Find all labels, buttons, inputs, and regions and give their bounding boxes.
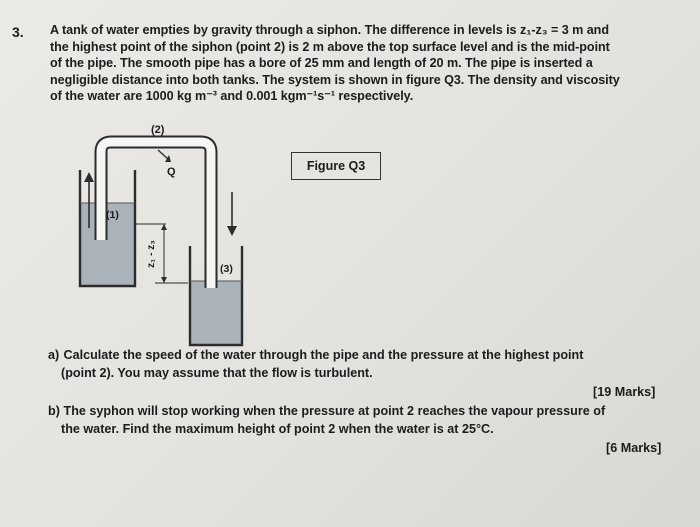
question-intro xyxy=(50,22,660,105)
part-b-letter: b) xyxy=(48,404,60,418)
intro-line-3: of the pipe. The smooth pipe has a bore of 25 mm and length of 20 m. The pipe is inserted a xyxy=(50,56,593,70)
up-arrow-head xyxy=(84,172,94,182)
point-2-label: (2) xyxy=(151,124,165,136)
intro-line-2: the highest point of the siphon (point 2) is 2 m above the top surface level and is the mid-point xyxy=(50,39,610,54)
part-a xyxy=(48,346,658,382)
part-a-line-1: Calculate the speed of the water through the pipe and the pressure at the highest point xyxy=(63,348,584,362)
part-b-marks: [6 Marks] xyxy=(606,441,662,455)
intro-line-5: of the water are 1000 kg m⁻³ and 0.001 kgm⁻¹s⁻¹ respectively. xyxy=(50,89,414,103)
part-a-letter: a) xyxy=(48,348,60,362)
height-dim-arrow-top xyxy=(161,224,167,230)
part-a-line-2: (point 2). You may assume that the flow is turbulent. xyxy=(61,366,373,380)
flow-arrow-shaft xyxy=(158,150,168,159)
question-number: 3. xyxy=(12,24,24,40)
part-a-marks: [19 Marks] xyxy=(593,385,656,399)
flow-arrow-head xyxy=(165,155,171,162)
height-label: z₁ - z₃ xyxy=(146,240,157,268)
figure-caption: Figure Q3 xyxy=(291,152,381,180)
intro-line-4: negligible distance into both tanks. The system is shown in figure Q3. The density and viscosity xyxy=(50,72,620,87)
point-3-label: (3) xyxy=(220,263,233,275)
part-b xyxy=(48,402,668,438)
right-tank-water xyxy=(190,281,242,345)
flow-label: Q xyxy=(167,166,176,178)
intro-line-1: A tank of water empties by gravity through a siphon. The difference in levels is z₁-z₃ = 3 m and xyxy=(50,23,609,37)
part-b-line-2: the water. Find the maximum height of point 2 when the water is at 25°C. xyxy=(61,422,494,436)
point-1-label: (1) xyxy=(106,209,119,221)
height-dim-arrow-bottom xyxy=(161,277,167,283)
part-b-line-1: The syphon will stop working when the pressure at point 2 reaches the vapour pressure of xyxy=(63,404,606,418)
down-arrow-head xyxy=(227,226,237,236)
